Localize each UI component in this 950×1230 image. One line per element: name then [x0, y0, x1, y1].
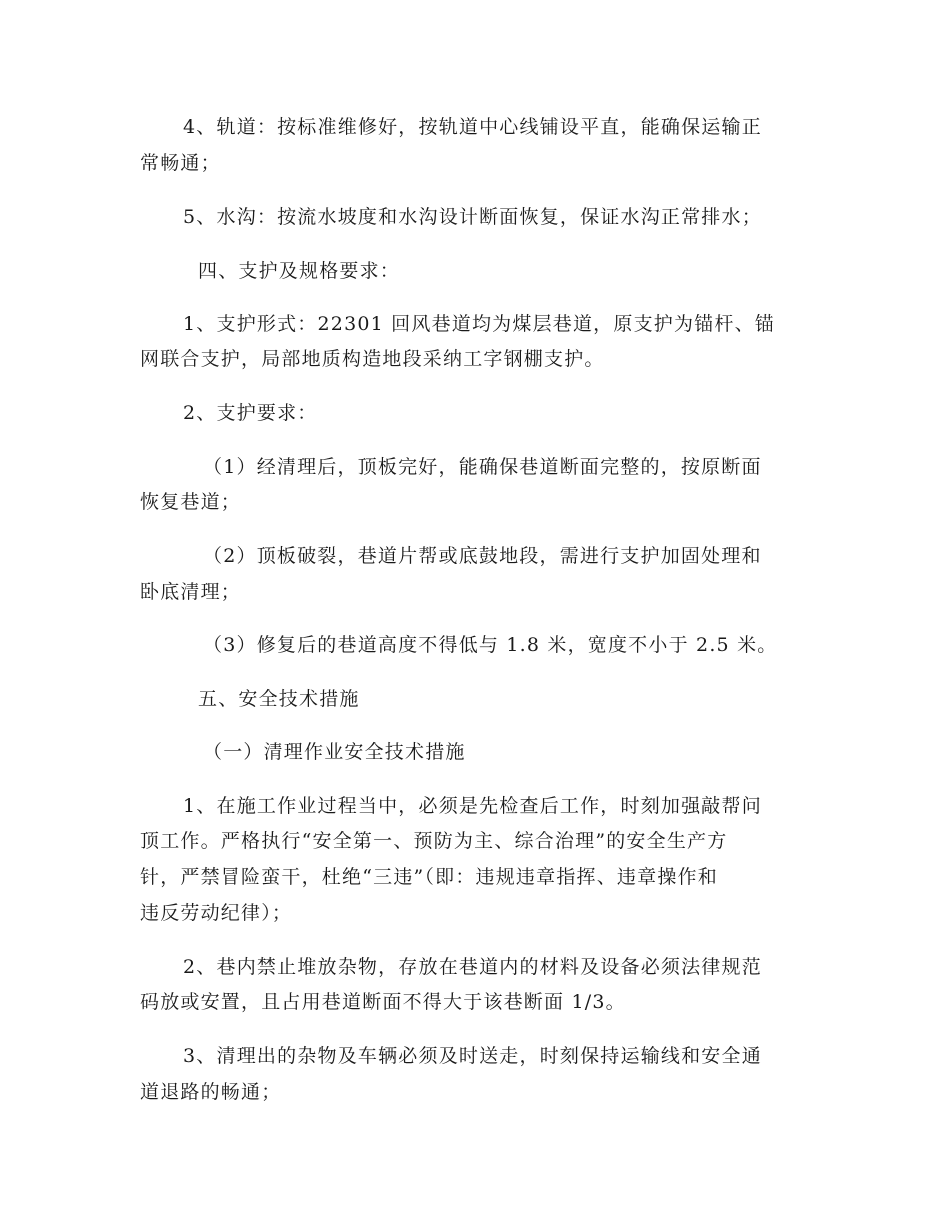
para-line: （1）经清理后，顶板完好，能确保巷道断面完整的，按原断面	[203, 456, 762, 478]
para-line: 1、支护形式：22301 回风巷道均为煤层巷道，原支护为锚杆、锚	[183, 313, 775, 335]
para-line: 道退路的畅通；	[140, 1081, 282, 1103]
para-line: 1、在施工作业过程当中，必须是先检查后工作，时刻加强敲帮问	[183, 795, 762, 817]
para-line: 顶工作。严格执行“安全第一、预防为主、综合治理”的安全生产方	[140, 830, 728, 852]
para-line: 网联合支护，局部地质构造地段采纳工字钢棚支护。	[140, 348, 605, 370]
para-line: 2、支护要求：	[183, 402, 318, 424]
para-line: 针，严禁冒险蛮干，杜绝“三违”（即：违规违章指挥、违章操作和	[140, 866, 718, 888]
para-line: 常畅通；	[140, 152, 221, 174]
para-line: 码放或安置，且占用巷道断面不得大于该巷断面 1/3。	[140, 991, 626, 1013]
para-line: 违反劳动纪律）；	[140, 902, 293, 924]
para-line: 4、轨道：按标准维修好，按轨道中心线铺设平直，能确保运输正	[183, 116, 762, 138]
section-heading: 四、支护及规格要求：	[198, 260, 401, 282]
para-line: 2、巷内禁止堆放杂物，存放在巷道内的材料及设备必须法律规范	[183, 956, 762, 978]
para-line: 卧底清理；	[140, 581, 242, 603]
para-line: 5、水沟：按流水坡度和水沟设计断面恢复，保证水沟正常排水；	[183, 206, 762, 228]
para-line: 恢复巷道；	[140, 491, 242, 513]
para-line: （2）顶板破裂，巷道片帮或底鼓地段，需进行支护加固处理和	[203, 545, 762, 567]
subsection-heading: （一）清理作业安全技术措施	[203, 741, 466, 763]
para-line: （3）修复后的巷道高度不得低与 1.8 米，宽度不小于 2.5 米。	[203, 634, 778, 656]
para-line: 3、清理出的杂物及车辆必须及时送走，时刻保持运输线和安全通	[183, 1045, 762, 1067]
section-heading: 五、安全技术措施	[198, 688, 360, 710]
